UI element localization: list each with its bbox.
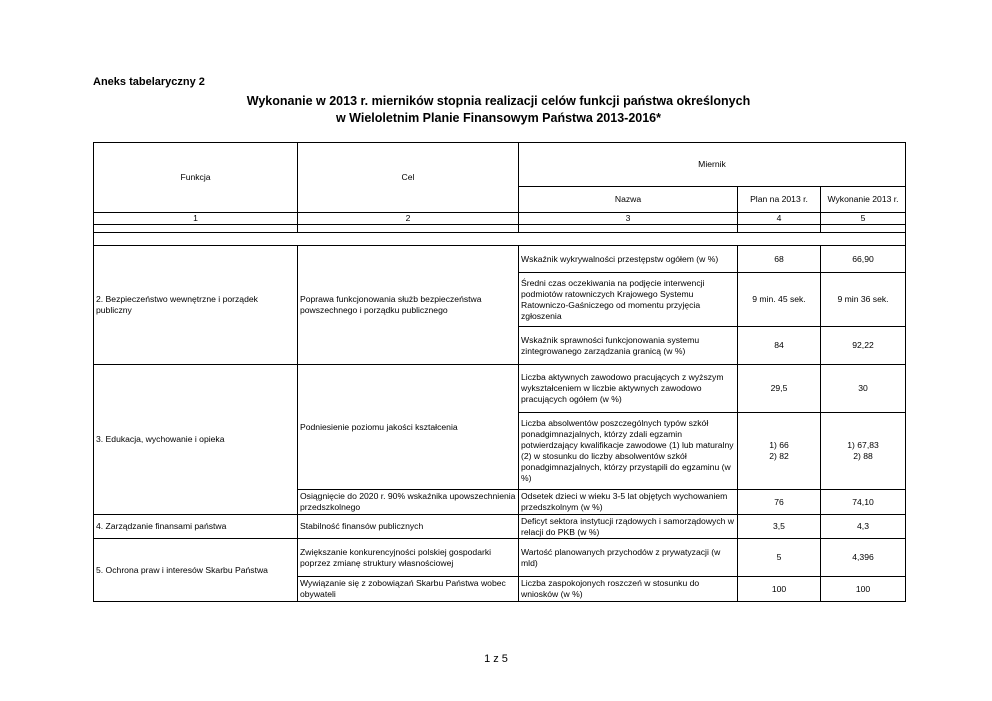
wykonanie-cell: 9 min 36 sek. bbox=[821, 273, 906, 327]
plan-cell: 3,5 bbox=[738, 515, 821, 539]
wykonanie-cell: 30 bbox=[821, 365, 906, 413]
plan-cell: 1) 66 2) 82 bbox=[738, 413, 821, 490]
header-wykonanie: Wykonanie 2013 r. bbox=[821, 187, 906, 213]
page-title bbox=[93, 93, 904, 127]
nazwa-cell: Odsetek dzieci w wieku 3-5 lat objętych wychowaniem przedszkolnym (w %) bbox=[519, 490, 738, 515]
nazwa-cell: Liczba absolwentów poszczególnych typów szkół ponadgimnazjalnych, którzy zdali egzamin potwierdzający kwalifikacje zawodowe (1) lub maturalny (2) w stosunku do liczby absolwentów szkół ponadgimnazjalnych, którzy przystąpili do egzaminu (w %) bbox=[519, 413, 738, 490]
nazwa-cell: Wartość planowanych przychodów z prywatyzacji (w mld) bbox=[519, 539, 738, 577]
column-number: 2 bbox=[298, 213, 519, 225]
column-number: 3 bbox=[519, 213, 738, 225]
cel-cell: Podniesienie poziomu jakości kształcenia bbox=[298, 365, 519, 490]
wykonanie-cell: 1) 67,83 2) 88 bbox=[821, 413, 906, 490]
header-miernik: Miernik bbox=[519, 143, 906, 187]
cel-cell: Stabilność finansów publicznych bbox=[298, 515, 519, 539]
cel-cell: Osiągnięcie do 2020 r. 90% wskaźnika upowszechnienia przedszkolnego bbox=[298, 490, 519, 515]
funkcja-cell: 3. Edukacja, wychowanie i opieka bbox=[94, 365, 298, 515]
table-row bbox=[94, 246, 906, 273]
annex-label: Aneks tabelaryczny 2 bbox=[93, 76, 205, 88]
plan-cell: 9 min. 45 sek. bbox=[738, 273, 821, 327]
column-number: 5 bbox=[821, 213, 906, 225]
header-plan: Plan na 2013 r. bbox=[738, 187, 821, 213]
wykonanie-cell: 100 bbox=[821, 577, 906, 602]
wykonanie-cell: 92,22 bbox=[821, 327, 906, 365]
wykonanie-cell: 4,396 bbox=[821, 539, 906, 577]
table-row bbox=[94, 539, 906, 577]
header-funkcja: Funkcja bbox=[94, 143, 298, 213]
page-number: 1 z 5 bbox=[484, 653, 508, 665]
nazwa-cell: Liczba aktywnych zawodowo pracujących z wyższym wykształceniem w liczbie aktywnych zawodowo pracujących ogółem (w %) bbox=[519, 365, 738, 413]
cel-cell: Wywiązanie się z zobowiązań Skarbu Państwa wobec obywateli bbox=[298, 577, 519, 602]
plan-cell: 76 bbox=[738, 490, 821, 515]
table-row bbox=[94, 365, 906, 413]
plan-cell: 84 bbox=[738, 327, 821, 365]
plan-cell: 68 bbox=[738, 246, 821, 273]
header-nazwa: Nazwa bbox=[519, 187, 738, 213]
title-line-2: w Wieloletnim Planie Finansowym Państwa 2013-2016* bbox=[335, 111, 661, 125]
wykonanie-cell: 4,3 bbox=[821, 515, 906, 539]
nazwa-cell: Wskaźnik sprawności funkcjonowania systemu zintegrowanego zarządzania granicą (w %) bbox=[519, 327, 738, 365]
cel-cell: Zwiększanie konkurencyjności polskiej gospodarki poprzez zmianę struktury własnościowej bbox=[298, 539, 519, 577]
column-number: 1 bbox=[94, 213, 298, 225]
measures-table bbox=[93, 142, 906, 602]
nazwa-cell: Liczba zaspokojonych roszczeń w stosunku do wniosków (w %) bbox=[519, 577, 738, 602]
table-row bbox=[94, 515, 906, 539]
header-cel: Cel bbox=[298, 143, 519, 213]
funkcja-cell: 2. Bezpieczeństwo wewnętrzne i porządek publiczny bbox=[94, 246, 298, 365]
funkcja-cell: 5. Ochrona praw i interesów Skarbu Państwa bbox=[94, 539, 298, 602]
spacer-row bbox=[94, 225, 906, 233]
plan-cell: 5 bbox=[738, 539, 821, 577]
spacer-row bbox=[94, 233, 906, 246]
column-number: 4 bbox=[738, 213, 821, 225]
funkcja-cell: 4. Zarządzanie finansami państwa bbox=[94, 515, 298, 539]
plan-cell: 29,5 bbox=[738, 365, 821, 413]
nazwa-cell: Średni czas oczekiwania na podjęcie interwencji podmiotów ratowniczych Krajowego Systemu Ratowniczo-Gaśniczego od momentu przyjęcia zgłoszenia bbox=[519, 273, 738, 327]
wykonanie-cell: 74,10 bbox=[821, 490, 906, 515]
title-line-1: Wykonanie w 2013 r. mierników stopnia realizacji celów funkcji państwa określonych bbox=[246, 94, 751, 108]
wykonanie-cell: 66,90 bbox=[821, 246, 906, 273]
plan-cell: 100 bbox=[738, 577, 821, 602]
nazwa-cell: Deficyt sektora instytucji rządowych i samorządowych w relacji do PKB (w %) bbox=[519, 515, 738, 539]
nazwa-cell: Wskaźnik wykrywalności przestępstw ogółem (w %) bbox=[519, 246, 738, 273]
cel-cell: Poprawa funkcjonowania służb bezpieczeństwa powszechnego i porządku publicznego bbox=[298, 246, 519, 365]
